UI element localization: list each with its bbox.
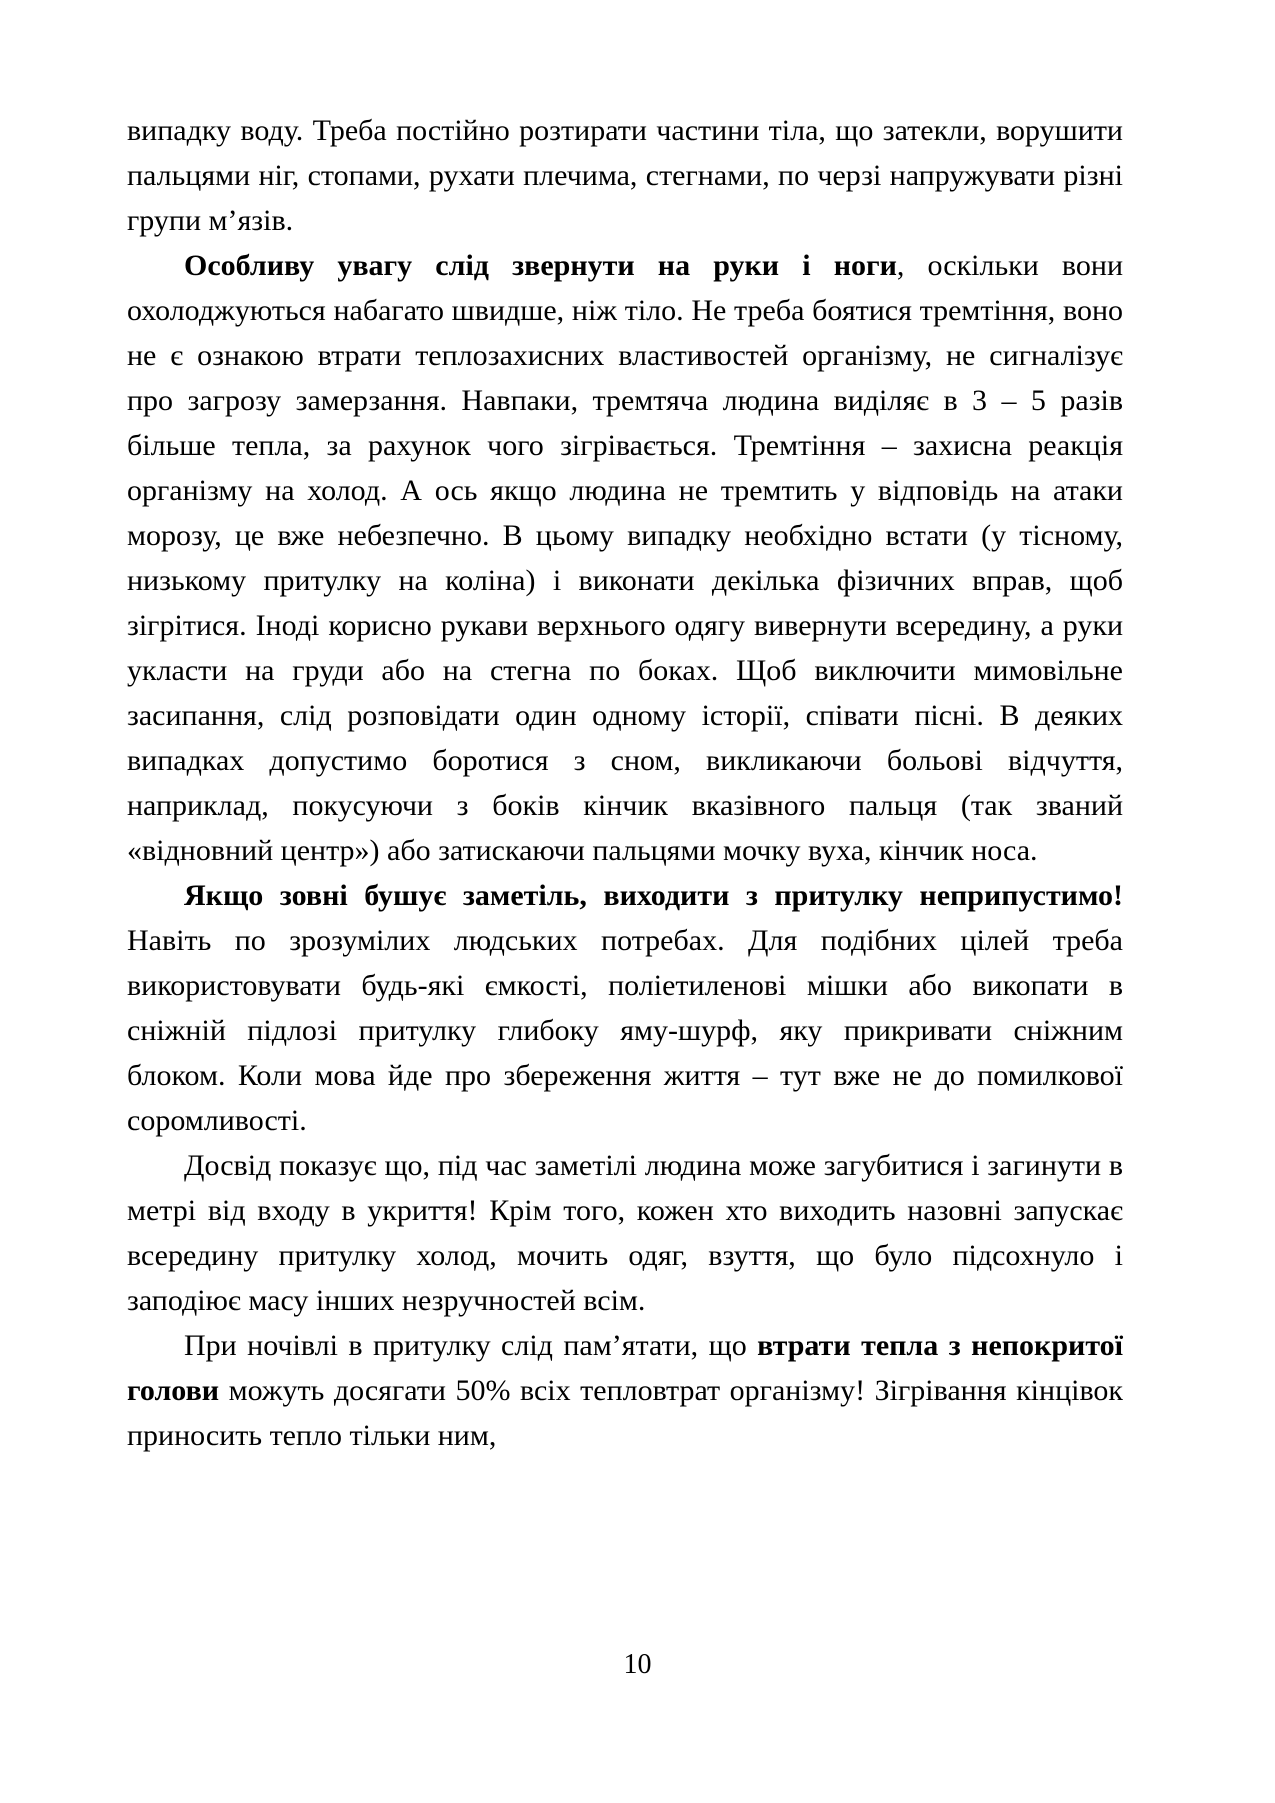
paragraph [127, 1143, 1123, 1323]
text-block [127, 108, 1123, 1458]
text-run: можуть досягати 50% всіх тепловтрат організму! Зігрівання кінцівок приносить тепло тільки ним, [127, 1374, 1123, 1452]
paragraph [127, 108, 1123, 243]
paragraph [127, 243, 1123, 873]
bold-text-run: втрати тепла з непокритої голови [127, 1329, 1123, 1407]
paragraph [127, 873, 1123, 1143]
bold-text-run: Особливу увагу слід звернути на руки і ноги [184, 249, 897, 282]
text-run: випадку воду. Треба постійно розтирати частини тіла, що затекли, ворушити пальцями ніг, стопами, рухати плечима, стегнами, по черзі напружувати різні групи м’язів. [127, 114, 1123, 237]
paragraph [127, 1323, 1123, 1458]
text-run: При ночівлі в притулку слід пам’ятати, що [184, 1329, 758, 1362]
text-run: Навіть по зрозумілих людських потребах. Для подібних цілей треба використовувати будь-які ємкості, поліетиленові мішки або викопати в сніжній підлозі притулку глибоку яму-шурф, яку прикривати сніжним блоком. Коли мова йде про збереження життя – тут вже не до помилкової соромливості. [127, 924, 1123, 1137]
bold-text-run: Якщо зовні бушує заметіль, виходити з притулку неприпустимо! [184, 879, 1123, 912]
page-number: 10 [623, 1649, 652, 1680]
text-run: Досвід показує що, під час заметілі людина може загубитися і загинути в метрі від входу в укриття! Крім того, кожен хто виходить назовні запускає всередину притулку холод, мочить одяг, взуття, що було підсохнуло і заподіює масу інших незручностей всім. [127, 1149, 1123, 1317]
text-run: , оскільки вони охолоджуються набагато швидше, ніж тіло. Не треба боятися тремтіння, воно не є ознакою втрати теплозахисних властивостей організму, не сигналізує про загрозу замерзання. Навпаки, тремтяча людина виділяє в 3 – 5 разів більше тепла, за рахунок чого зігрівається. Тремтіння – захисна реакція організму на холод. А ось якщо людина не тремтить у відповідь на атаки морозу, це вже небезпечно. В цьому випадку необхідно встати (у тісному, низькому притулку на коліна) і виконати декілька фізичних вправ, щоб зігрітися. Іноді корисно рукави верхнього одягу вивернути всередину, а руки укласти на груди або на стегна по боках. Щоб виключити мимовільне засипання, слід розповідати один одному історії, співати пісні. В деяких випадках допустимо боротися з сном, викликаючи больові відчуття, наприклад, покусуючи з боків кінчик вказівного пальця (так званий «відновний центр») або затискаючи пальцями мочку вуха, кінчик носа. [127, 249, 1123, 867]
